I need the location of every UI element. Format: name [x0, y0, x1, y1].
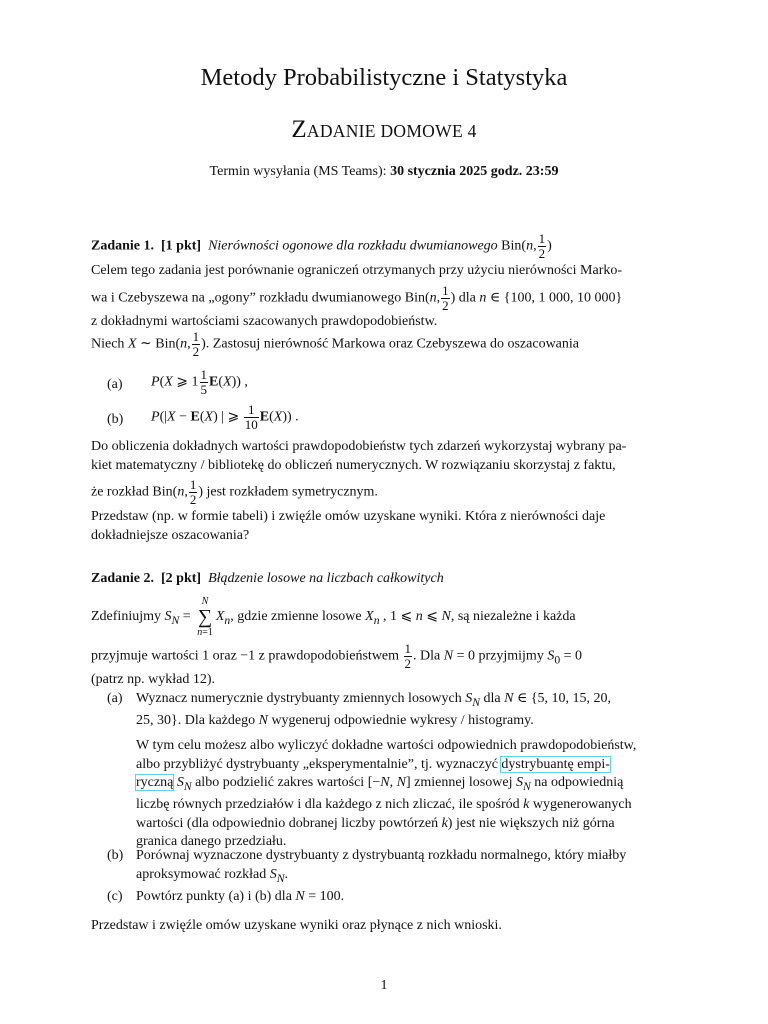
deadline-line: Termin wysyłania (MS Teams): 30 stycznia 2025 godz. 23:59 — [209, 164, 559, 179]
task2-item-c-label: (c) — [107, 889, 123, 904]
assignment-subtitle: ZADANIE DOMOWE 4 — [291, 116, 477, 143]
task2-item-c-text: Powtórz punkty (a) i (b) dla N = 100. — [136, 889, 345, 904]
empirical-cdf-link-continued[interactable]: ryczną — [136, 775, 174, 790]
task1-item-b-label: (b) — [107, 412, 124, 427]
task2-item-b-label: (b) — [107, 848, 124, 863]
task1-paragraph-1: Celem tego zadania jest porównanie ograniczeń otrzymanych przy użyciu nierówności Marko- wa i Czebyszewa na „ogony” rozkładu dwumianowego Bin(n, $\frac{1}{2}$ ) dla n ∈ {100, 1 000, 10 000} z dokładnymi wartościami szacowanych prawdopodobieństw. — [91, 263, 623, 329]
task2-heading: Zadanie 2. [2 pkt] Błądzenie losowe na liczbach całkowitych — [91, 571, 444, 586]
task1-heading: Zadanie 1. [1 pkt] Nierówności ogonowe dla rozkładu dwumianowego Bin(n, $\frac{1}{2}$ ) — [91, 231, 552, 261]
document-title: Metody Probabilistyczne i Statystyka — [200, 64, 568, 91]
deadline-date: 30 stycznia 2025 godz. 23:59 — [390, 164, 559, 179]
task2-item-b-text: Porównaj wyznaczone dystrybuanty z dystrybuantą rozkładu normalnego, który miałby aproksymować rozkład $S_N$. — [136, 848, 627, 885]
task1-paragraph-4: Przedstaw (np. w formie tabeli) i zwięźle omów uzyskane wyniki. Która z nierówności daje dokładniejsze oszacowania? — [91, 509, 606, 543]
task2-final-paragraph: Przedstaw i zwięźle omów uzyskane wyniki oraz płynące z nich wnioski. — [91, 918, 502, 933]
page-number: 1 — [380, 978, 388, 993]
empirical-cdf-link[interactable]: dystrybuantę empi- — [501, 756, 610, 772]
task2-item-a-paragraph-2: W tym celu możesz albo wyliczyć dokładne wartości odpowiednich prawdopodobieństw, albo przybliżyć dystrybuanty „eksperymentalnie”, tj. wyznaczyć dystrybuantę empi- ryczną $S_N$ albo podzielić zakres wartości [−N, N] zmiennej losowej $S_N$ na odpowiednią liczbę równych przedziałów i dla każdego z nich zliczać, ile spośród k wygenerowanych wartości (dla odpowiednio dobranej liczby powtórzeń k) jest nie większych niż górna granica danego przedziału. — [136, 738, 637, 850]
task1-item-a-label: (a) — [107, 377, 123, 392]
task2-paragraph-1: Zdefiniujmy $S_N = N$ ∑ $n=1X_n$, gdzie zmienne losowe $X_n$ , 1 ⩽ n ⩽ N, są niezależne i każda przyjmuje wartości 1 oraz −1 z prawdopodobieństwem $\frac{1}{2}$ . Dla N = 0 przyjmijmy $S_0 = 0$ (patrz np. wykład 12). — [91, 596, 583, 687]
task2-item-a-text: Wyznacz numerycznie dystrybuanty zmiennych losowych $S_N$ dla N ∈ {5, 10, 15, 20, 25, 30}. Dla każdego N wygeneruj odpowiednie wykresy / histogramy. — [136, 691, 612, 729]
task1-paragraph-2: Niech X ∼ Bin(n, $\frac{1}{2}$ ). Zastosuj nierówność Markowa oraz Czebyszewa do oszacowania — [91, 329, 579, 359]
task1-item-a-formula: P(X ⩾ 1 $\frac{1}{5}$ E(X)) , — [151, 367, 248, 397]
task2-item-a-label: (a) — [107, 691, 123, 706]
task1-paragraph-3: Do obliczenia dokładnych wartości prawdopodobieństw tych zdarzeń wykorzystaj wybrany pa- kiet matematyczny / bibliotekę do obliczeń numerycznych. W rozwiązaniu skorzystaj z faktu, że rozkład Bin(n, $\frac{1}{2}$ ) jest rozkładem symetrycznym. — [91, 439, 627, 507]
task1-item-b-formula: P(|X − E(X) | ⩾ $\frac{1}{10}$ E(X)) . — [151, 402, 299, 432]
